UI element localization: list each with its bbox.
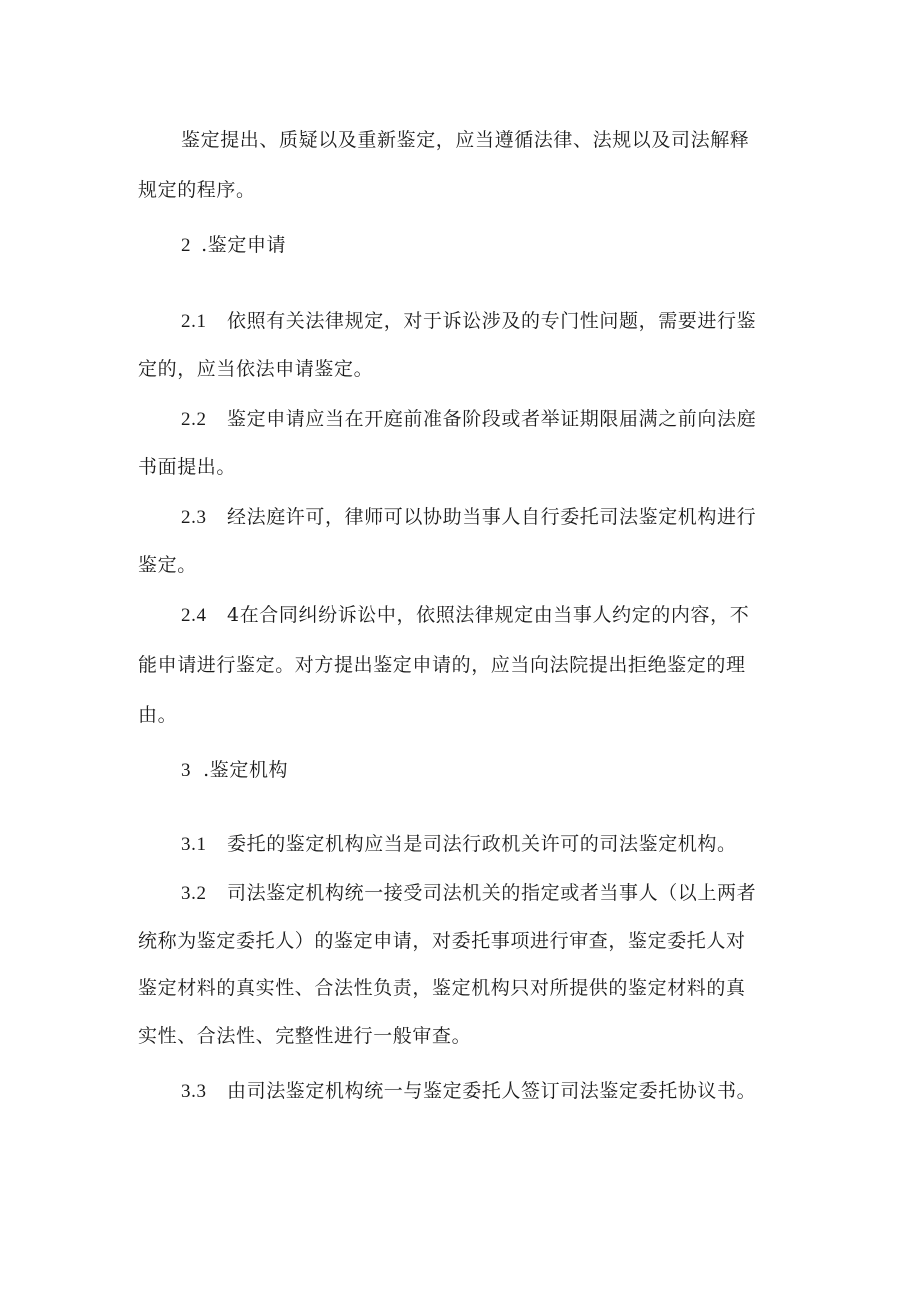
section-3-title: .鉴定机构: [203, 759, 289, 781]
paragraph-2-4-line-2: 能申请进行鉴定。对方提出鉴定申请的，应当向法院提出拒绝鉴定的理: [138, 654, 746, 676]
paragraph-3-1-text: 委托的鉴定机构应当是司法行政机关许可的司法鉴定机构。: [227, 833, 737, 855]
paragraph-3-2-line-1: [181, 881, 756, 906]
paragraph-2-3-number: 2.3: [181, 507, 207, 528]
paragraph-3-2-line-2: 统称为鉴定委托人）的鉴定申请，对委托事项进行审查，鉴定委托人对: [138, 930, 746, 952]
paragraph-2-3-line-1: [181, 505, 756, 530]
paragraph-2-4-text: 4在合同纠纷诉讼中，依照法律规定由当事人约定的内容，不: [227, 604, 750, 626]
paragraph-3-2-line-4: 实性、合法性、完整性进行一般审查。: [138, 1025, 472, 1047]
paragraph-2-1-number: 2.1: [181, 311, 207, 332]
intro-line-1: 鉴定提出、质疑以及重新鉴定，应当遵循法律、法规以及司法解释: [181, 129, 750, 151]
section-3-number: 3: [181, 760, 192, 781]
paragraph-3-3-number: 3.3: [181, 1081, 207, 1102]
intro-line-2: 规定的程序。: [138, 179, 256, 201]
paragraph-3-2-line-3: 鉴定材料的真实性、合法性负责，鉴定机构只对所提供的鉴定材料的真: [138, 977, 746, 999]
paragraph-2-3-line-2: 鉴定。: [138, 554, 197, 576]
paragraph-2-4-line-3: 由。: [138, 704, 178, 726]
paragraph-3-2-number: 3.2: [181, 883, 207, 904]
paragraph-2-4-line-1: [181, 603, 749, 628]
section-2-number: 2: [181, 235, 192, 256]
paragraph-2-2-line-1: [181, 407, 756, 432]
paragraph-2-4-number: 2.4: [181, 605, 207, 626]
paragraph-3-3-text: 由司法鉴定机构统一与鉴定委托人签订司法鉴定委托协议书。: [227, 1080, 757, 1102]
paragraph-2-2-number: 2.2: [181, 409, 207, 430]
paragraph-3-1-number: 3.1: [181, 834, 207, 855]
section-3-heading: [181, 758, 288, 783]
paragraph-3-2-text: 司法鉴定机构统一接受司法机关的指定或者当事人（以上两者: [227, 882, 757, 904]
section-2-title: .鉴定申请: [201, 234, 287, 256]
paragraph-2-3-text: 经法庭许可，律师可以协助当事人自行委托司法鉴定机构进行: [227, 506, 757, 528]
paragraph-2-2-line-2: 书面提出。: [138, 456, 237, 478]
paragraph-2-1-line-2: 定的，应当依法申请鉴定。: [138, 358, 374, 380]
paragraph-2-1-line-1: [181, 309, 756, 334]
paragraph-2-1-text: 依照有关法律规定，对于诉讼涉及的专门性问题，需要进行鉴: [227, 310, 757, 332]
paragraph-2-2-text: 鉴定申请应当在开庭前准备阶段或者举证期限届满之前向法庭: [227, 408, 757, 430]
paragraph-3-3-line-1: [181, 1079, 756, 1104]
section-2-heading: [181, 233, 286, 258]
paragraph-3-1-line-1: [181, 832, 737, 857]
